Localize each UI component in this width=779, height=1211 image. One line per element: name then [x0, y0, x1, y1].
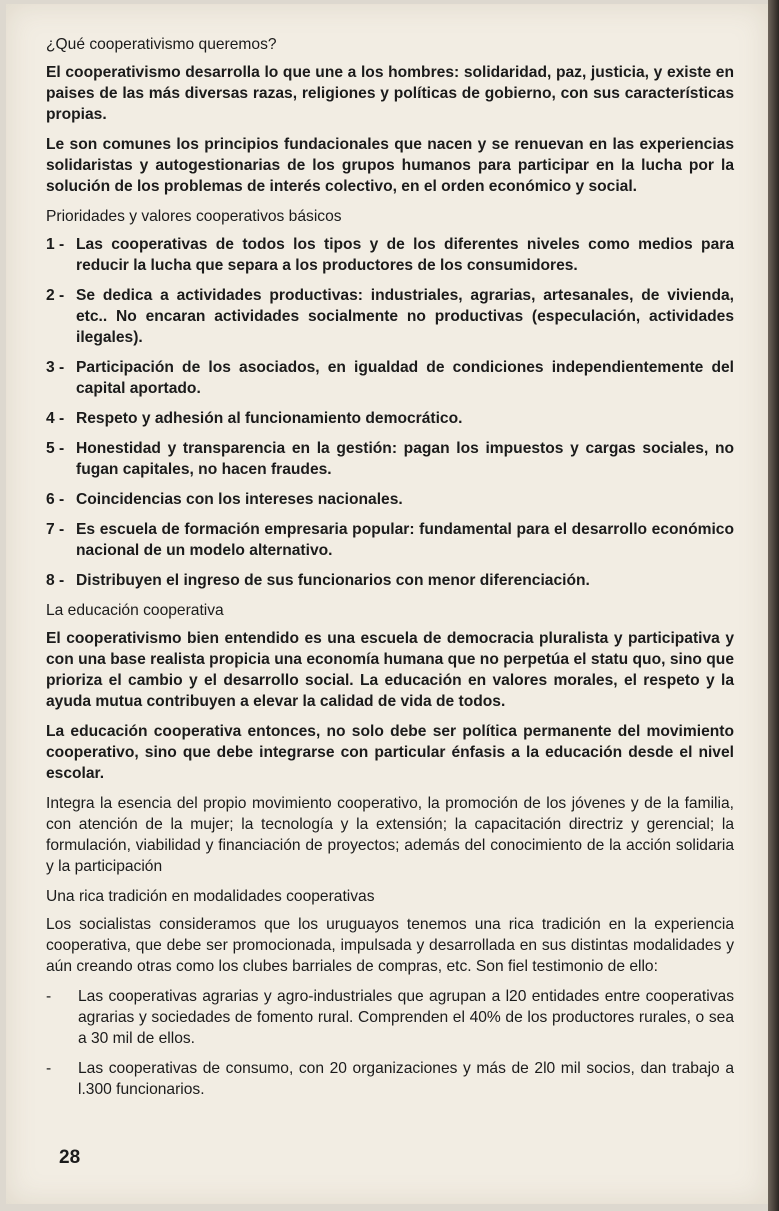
- priority-item: [46, 408, 734, 429]
- tradition-heading: Una rica tradición en modalidades cooperativas: [46, 888, 375, 905]
- priority-number: 7 -: [46, 521, 65, 538]
- priority-item: [46, 519, 734, 561]
- bullet-marker: -: [46, 988, 52, 1005]
- priority-item: [46, 234, 734, 276]
- education-paragraph-1: El cooperativismo bien entendido es una escuela de democracia pluralista y participativa y con una base realista propicia una economía humana que no perpetúa el statu quo, sino que prioriza el cambio y el desarrollo social. La educación en valores morales, el respeto y la ayuda mutua contribuyen a elevar la calidad de vida de todos.: [46, 630, 734, 710]
- priority-text: Respeto y adhesión al funcionamiento democrático.: [76, 410, 463, 427]
- bullet-text: Las cooperativas agrarias y agro-industriales que agrupan a l20 entidades entre cooperativas agrarias y sociedades de fomento rural. Comprenden el 40% de los productores rurales, o sea a 30 mil de ellos.: [78, 988, 734, 1047]
- book-page: [6, 4, 768, 1204]
- intro-paragraph-2: Le son comunes los principios fundacionales que nacen y se renuevan en las experiencias solidaristas y autogestionarias de los grupos humanos para participar en la lucha por la solución de los problemas de interés colectivo, en el orden económico y social.: [46, 136, 734, 195]
- priority-number: 3 -: [46, 359, 65, 376]
- priority-number: 6 -: [46, 491, 65, 508]
- priority-number: 8 -: [46, 572, 65, 589]
- page-number: 28: [59, 1147, 81, 1168]
- education-paragraph-2: La educación cooperativa entonces, no solo debe ser política permanente del movimiento cooperativo, sino que debe integrarse con particular énfasis a la educación desde el nivel escolar.: [46, 723, 734, 782]
- education-integration-paragraph: Integra la esencia del propio movimiento cooperativo, la promoción de los jóvenes y de la familia, con atención de la mujer; la tecnología y la extensión; la capacitación directriz y gerencial; la formulación, viabilidad y financiación de proyectos; además del conocimiento de la acción solidaria y la participación: [46, 795, 734, 875]
- priorities-heading: Prioridades y valores cooperativos básicos: [46, 208, 342, 225]
- priority-text: Coincidencias con los intereses nacionales.: [76, 491, 403, 508]
- priority-text: Distribuyen el ingreso de sus funcionarios con menor diferenciación.: [76, 572, 590, 589]
- priority-item: [46, 489, 734, 510]
- book-spine-edge: [768, 0, 779, 1211]
- bullet-text: Las cooperativas de consumo, con 20 organizaciones y más de 2l0 mil socios, dan trabajo a l.300 funcionarios.: [78, 1060, 734, 1098]
- priority-text: Las cooperativas de todos los tipos y de los diferentes niveles como medios para reducir la lucha que separa a los productores de los consumidores.: [76, 236, 734, 274]
- priority-item: [46, 285, 734, 348]
- education-heading: La educación cooperativa: [46, 602, 224, 619]
- intro-paragraph-1: El cooperativismo desarrolla lo que une a los hombres: solidaridad, paz, justicia, y existe en paises de las más diversas razas, religiones y políticas de gobierno, con sus características propias.: [46, 64, 734, 123]
- priority-text: Es escuela de formación empresaria popular: fundamental para el desarrollo económico nacional de un modelo alternativo.: [76, 521, 734, 559]
- priority-text: Participación de los asociados, en igualdad de condiciones independientemente del capital aportado.: [76, 359, 734, 397]
- list-item: [46, 1058, 734, 1100]
- priority-number: 5 -: [46, 440, 65, 457]
- priority-number: 1 -: [46, 236, 65, 253]
- tradition-paragraph: Los socialistas consideramos que los uruguayos tenemos una rica tradición en la experiencia cooperativa, que debe ser promocionada, impulsada y desarrollada en sus distintas modalidades y aún creando otras como los clubes barriales de compras, etc. Son fiel testimonio de ello:: [46, 916, 734, 975]
- priority-text: Se dedica a actividades productivas: industriales, agrarias, artesanales, de vivienda, etc.. No encaran actividades socialmente no productivas (especulación, actividades ilegales).: [76, 287, 734, 346]
- priority-number: 2 -: [46, 287, 65, 304]
- section-title: ¿Qué cooperativismo queremos?: [46, 36, 277, 53]
- page-content: [46, 34, 734, 1109]
- priority-text: Honestidad y transparencia en la gestión: pagan los impuestos y cargas sociales, no fugan capitales, no hacen fraudes.: [76, 440, 734, 478]
- priority-item: [46, 357, 734, 399]
- priority-number: 4 -: [46, 410, 65, 427]
- list-item: [46, 986, 734, 1049]
- bullet-marker: -: [46, 1060, 52, 1077]
- priority-item: [46, 570, 734, 591]
- priority-item: [46, 438, 734, 480]
- tradition-bullet-list: [46, 986, 734, 1100]
